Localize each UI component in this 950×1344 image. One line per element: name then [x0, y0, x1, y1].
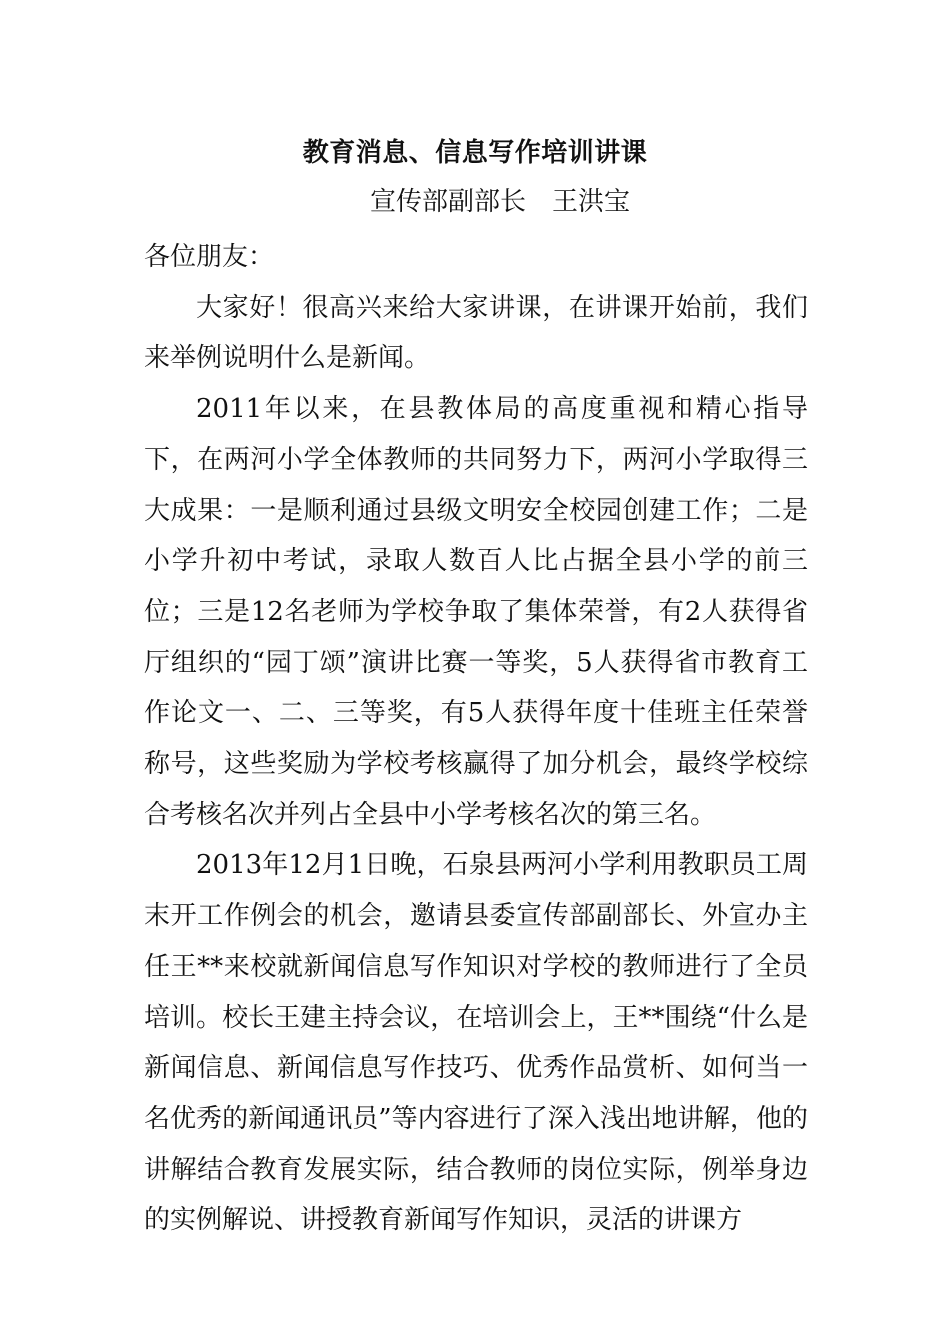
greeting: 各位朋友： [144, 242, 275, 272]
paragraph-training: 2013年12月1日晚，石泉县两河小学利用教职员工周末开工作例会的机会，邀请县委宣传部副部长、外宣办主任王**来校就新闻信息写作知识对学校的教师进行了全员培训。校长王建主持会议，在培训会上，王**围绕“什么是新闻信息、新闻信息写作技巧、优秀作品赏析、如何当一名优秀的新闻通讯员”等内容进行了深入浅出地讲解，他的讲解结合教育发展实际，结合教师的岗位实际，例举身边的实例解说、讲授教育新闻写作知识，灵活的讲课方 [144, 850, 808, 1236]
author-name: 王洪宝 [552, 187, 631, 217]
paragraph-intro: 大家好！很高兴来给大家讲课，在讲课开始前，我们来举例说明什么是新闻。 [144, 292, 808, 374]
author-line [0, 182, 950, 222]
document-title: 教育消息、信息写作培训讲课 [302, 138, 648, 168]
document-body [144, 232, 808, 1246]
paragraph-achievements: 2011年以来，在县教体局的高度重视和精心指导下，在两河小学全体教师的共同努力下，两河小学取得三大成果：一是顺利通过县级文明安全校园创建工作；二是小学升初中考试，录取人数百人比占据全县小学的前三位；三是12名老师为学校争取了集体荣誉，有2人获得省厅组织的“园丁颂”演讲比赛一等奖，5人获得省市教育工作论文一、二、三等奖，有5人获得年度十佳班主任荣誉称号，这些奖励为学校考核赢得了加分机会，最终学校综合考核名次并列占全县中小学考核名次的第三名。 [144, 394, 808, 830]
author-role: 宣传部副部长 [369, 187, 526, 217]
